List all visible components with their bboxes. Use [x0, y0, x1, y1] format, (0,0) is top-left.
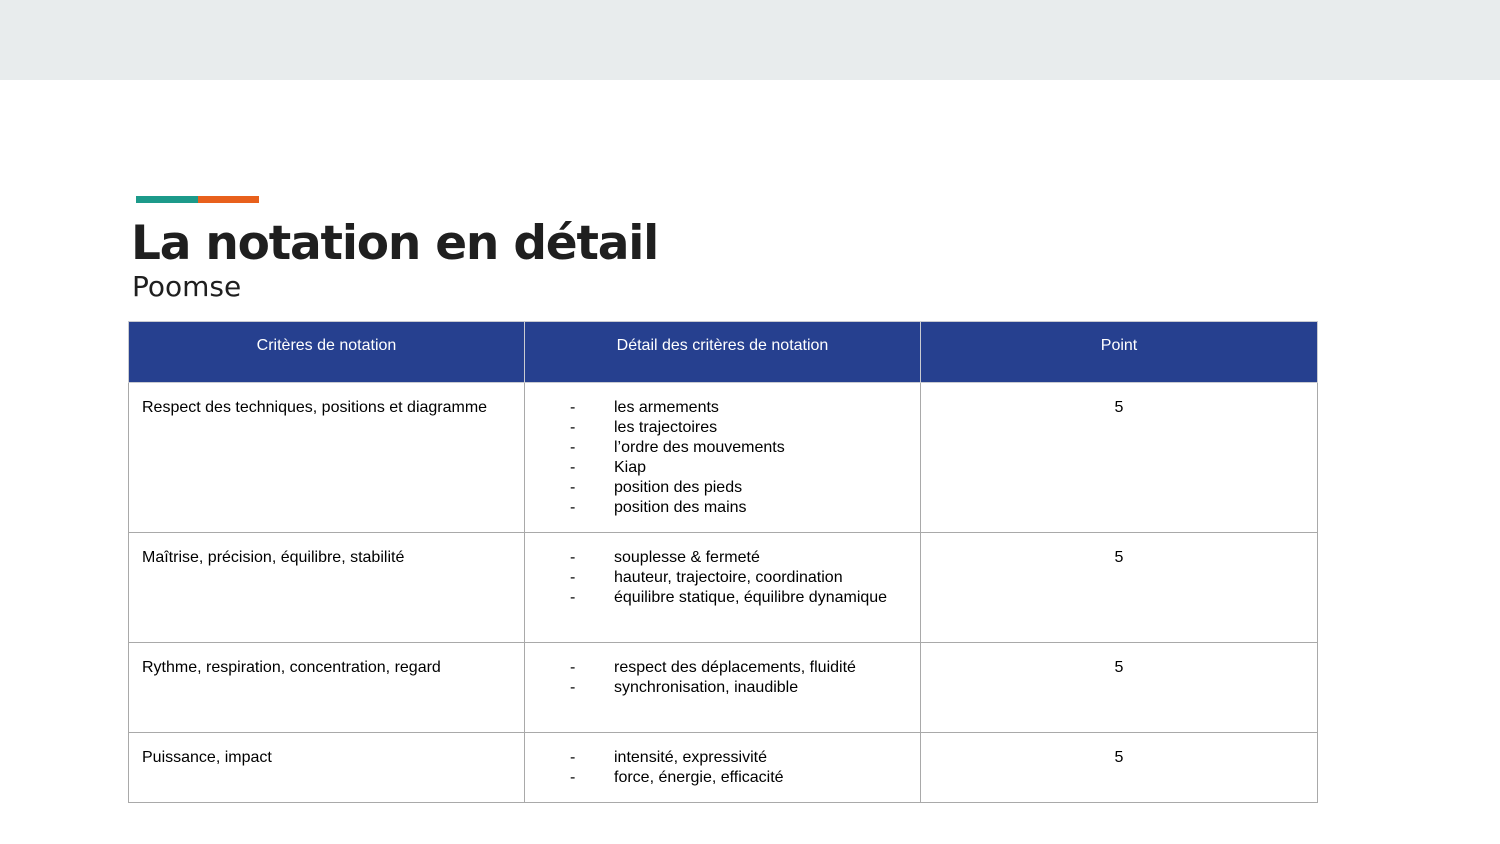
title-accent-bar — [136, 196, 259, 203]
details-list — [538, 398, 907, 518]
point-cell: 5 — [921, 533, 1318, 643]
list-item: - les trajectoires — [570, 418, 907, 438]
list-item: - synchronisation, inaudible — [570, 678, 907, 698]
slide-subtitle: Poomse — [132, 270, 242, 303]
accent-teal-segment — [136, 196, 198, 203]
header-criteria: Critères de notation — [129, 322, 525, 383]
criteria-cell: Respect des techniques, positions et diagramme — [129, 383, 525, 533]
point-cell: 5 — [921, 383, 1318, 533]
list-item: - respect des déplacements, fluidité — [570, 658, 907, 678]
table-row — [129, 733, 1318, 803]
point-cell: 5 — [921, 733, 1318, 803]
table-row — [129, 383, 1318, 533]
details-list — [538, 658, 907, 698]
list-item: - les armements — [570, 398, 907, 418]
list-item: - équilibre statique, équilibre dynamique — [570, 588, 907, 608]
details-list — [538, 748, 907, 788]
point-cell: 5 — [921, 643, 1318, 733]
slide-title: La notation en détail — [131, 216, 659, 271]
list-item: - position des pieds — [570, 478, 907, 498]
details-cell — [525, 733, 921, 803]
header-details: Détail des critères de notation — [525, 322, 921, 383]
list-item: - hauteur, trajectoire, coordination — [570, 568, 907, 588]
criteria-cell: Puissance, impact — [129, 733, 525, 803]
list-item: - souplesse & fermeté — [570, 548, 907, 568]
slide — [0, 80, 1500, 844]
details-cell — [525, 643, 921, 733]
header-point: Point — [921, 322, 1318, 383]
list-item: - position des mains — [570, 498, 907, 518]
table-header-row — [129, 322, 1318, 383]
accent-orange-segment — [198, 196, 259, 203]
details-list — [538, 548, 907, 608]
list-item: - l’ordre des mouvements — [570, 438, 907, 458]
criteria-cell: Maîtrise, précision, équilibre, stabilité — [129, 533, 525, 643]
table-row — [129, 643, 1318, 733]
list-item: - Kiap — [570, 458, 907, 478]
list-item: - intensité, expressivité — [570, 748, 907, 768]
details-cell — [525, 533, 921, 643]
scoring-table — [128, 321, 1318, 803]
criteria-cell: Rythme, respiration, concentration, regard — [129, 643, 525, 733]
list-item: - force, énergie, efficacité — [570, 768, 907, 788]
details-cell — [525, 383, 921, 533]
top-bar — [0, 0, 1500, 80]
table-row — [129, 533, 1318, 643]
